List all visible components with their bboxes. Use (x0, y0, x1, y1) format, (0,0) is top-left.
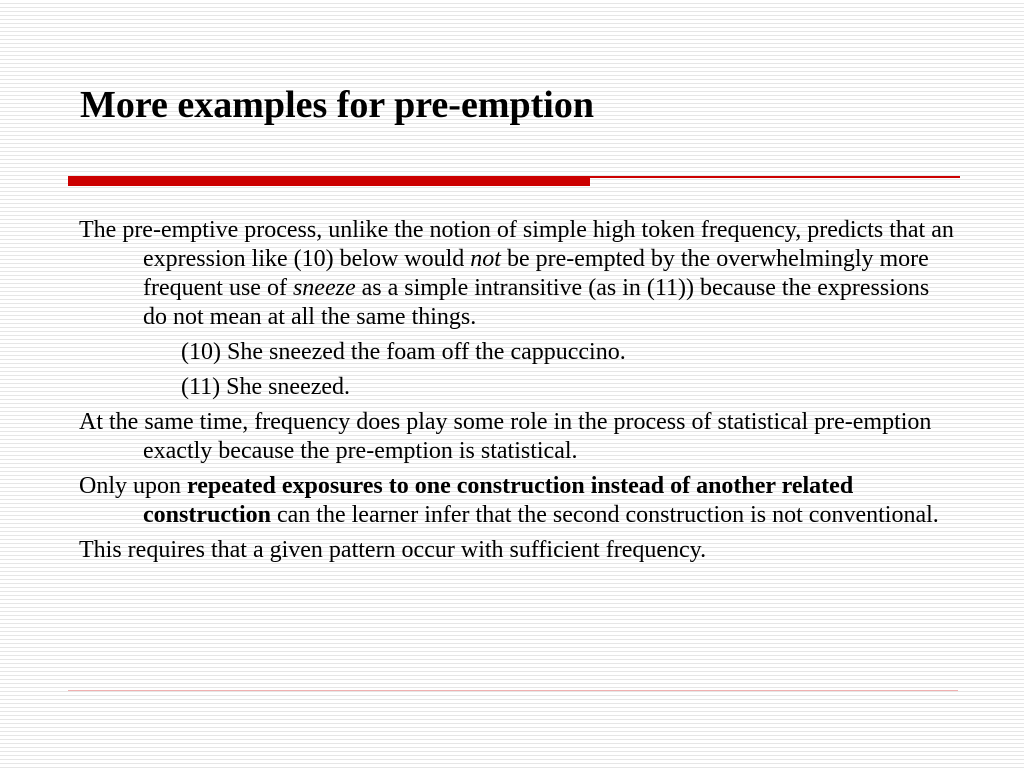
paragraph-preemptive-process (79, 216, 959, 332)
emphasis-not: not (470, 246, 501, 272)
paragraph-text: as a simple intransitive (as in (11)) because the expressions do not mean at all the same things. (143, 275, 930, 330)
paragraph-sufficient-frequency: This requires that a given pattern occur with sufficient frequency. (79, 537, 707, 563)
title-underline-bar (68, 176, 590, 186)
paragraph-text: be pre-empted by the overwhelmingly more frequent use of (143, 246, 929, 301)
title-underline-rule (590, 176, 960, 178)
slide-body (79, 216, 959, 571)
slide-title: More examples for pre-emption (80, 84, 594, 126)
example-10: (10) She sneezed the foam off the cappuccino. (181, 339, 626, 365)
footer-rule (68, 690, 958, 691)
bold-phrase: repeated exposures to one construction instead of another related construction (143, 473, 854, 528)
paragraph-repeated-exposures (79, 472, 959, 530)
paragraph-text: The pre-emptive process, unlike the notion of simple high token frequency, predicts that an expression like (10) below would (79, 217, 954, 272)
paragraph-text: Only upon (79, 473, 187, 499)
emphasis-sneeze: sneeze (292, 275, 356, 301)
paragraph-text: can the learner infer that the second construction is not conventional. (271, 502, 939, 528)
paragraph-frequency-role: At the same time, frequency does play some role in the process of statistical pre-emption exactly because the pre-emption is statistical. (79, 409, 932, 464)
example-11: (11) She sneezed. (181, 374, 351, 400)
